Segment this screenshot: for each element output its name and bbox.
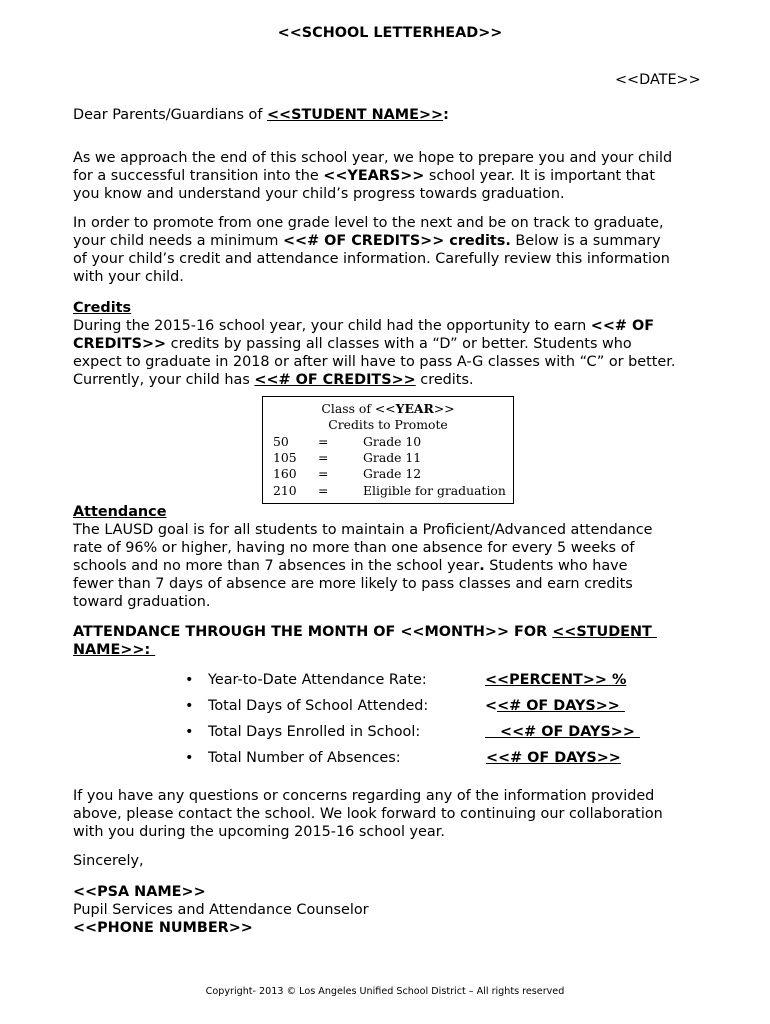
intro-line: you know and understand your child’s progress towards graduation.: [73, 186, 565, 202]
credits-text: During the 2015-16 school year, your child had the opportunity to earn: [73, 318, 591, 334]
through-line: NAME>>:: [73, 642, 156, 658]
credits-highlight: <<# OF: [590, 318, 655, 334]
attendance-section: [73, 503, 713, 611]
table-cell-grade: Grade 12: [363, 466, 422, 481]
credits-line: [73, 371, 713, 389]
bullet-value-part: <# OF DAYS>>: [497, 698, 625, 714]
table-cell-grade: Grade 11: [363, 450, 422, 465]
signature-block: [73, 883, 713, 937]
intro-text: school year. It is important that: [424, 168, 656, 184]
table-cell-grade: Eligible for graduation: [363, 483, 506, 498]
table-cell-credits: 160: [273, 466, 297, 481]
promote-text: Below is a summary: [510, 233, 661, 249]
signature-phone: <<PHONE NUMBER>>: [73, 920, 253, 936]
salutation-colon: :: [443, 107, 449, 123]
table-cell-eq: =: [318, 466, 329, 481]
credits-text: credits by passing all classes with a “D” or better. Students who: [166, 336, 632, 352]
table-cell-credits: 105: [273, 450, 297, 465]
table-cell-eq: =: [318, 434, 329, 449]
salutation-student: <<STUDENT NAME>>: [267, 107, 444, 123]
credits-section: [73, 299, 713, 389]
promote-line: with your child.: [73, 269, 184, 285]
salutation-prefix: Dear Parents/Guardians of: [73, 107, 267, 123]
table-cell-eq: =: [318, 450, 329, 465]
credits-line: [73, 317, 713, 335]
attendance-line: rate of 96% or higher, having no more than one absence for every 5 weeks of: [73, 540, 635, 556]
intro-line: [73, 167, 713, 185]
promote-line: In order to promote from one grade level to the next and be on track to graduate,: [73, 215, 664, 231]
signature-name: <<PSA NAME>>: [73, 884, 206, 900]
closing-paragraph: [73, 787, 713, 841]
bullet-dot: •: [185, 698, 194, 714]
attendance-heading: Attendance: [73, 504, 167, 520]
attendance-line: fewer than 7 days of absence are more likely to pass classes and earn credits: [73, 576, 633, 592]
table-title-text: >>: [433, 401, 455, 416]
promote-line: [73, 232, 713, 250]
bullet-value-part: <: [485, 698, 498, 714]
attendance-period: .: [479, 558, 485, 574]
copyright-footer: Copyright- 2013 © Los Angeles Unified School District – All rights reserved: [205, 986, 565, 997]
bullet-label: Total Days Enrolled in School:: [208, 724, 421, 740]
attendance-through-heading: [73, 623, 713, 659]
credits-highlight: CREDITS>>: [73, 336, 167, 352]
bullet-value: <<PERCENT>> %: [485, 672, 627, 688]
signature-title: Pupil Services and Attendance Counselor: [73, 902, 369, 918]
table-cell-credits: 50: [273, 434, 289, 449]
attendance-line: toward graduation.: [73, 594, 211, 610]
bullet-dot: •: [185, 672, 194, 688]
letter-date: <<DATE>>: [615, 72, 701, 88]
table-title-text: Class of <<: [321, 401, 396, 416]
attendance-text: schools and no more than 7 absences in the school year: [73, 558, 480, 574]
closing-line: above, please contact the school. We look forward to continuing our collaboration: [73, 806, 663, 822]
promote-min-credits: <<# OF CREDITS>> credits.: [282, 233, 511, 249]
closing-line: with you during the upcoming 2015-16 school year.: [73, 824, 445, 840]
table-cell-grade: Grade 10: [363, 434, 422, 449]
bullet-value: <<# OF DAYS>>: [485, 724, 640, 740]
closing-line: If you have any questions or concerns regarding any of the information provided: [73, 788, 655, 804]
through-text: ATTENDANCE THROUGH THE MONTH OF <<MONTH>> FOR: [73, 624, 553, 640]
bullet-label: Total Days of School Attended:: [208, 698, 429, 714]
attendance-line: [73, 557, 713, 575]
salutation: [73, 106, 713, 124]
credits-text: Currently, your child has: [73, 372, 255, 388]
through-line: [73, 623, 713, 641]
promote-text: your child needs a minimum: [73, 233, 283, 249]
school-letterhead: <<SCHOOL LETTERHEAD>>: [277, 25, 503, 41]
attendance-line: The LAUSD goal is for all students to maintain a Proficient/Advanced attendance: [73, 522, 653, 538]
bullet-dot: •: [185, 750, 194, 766]
table-title-year: YEAR: [395, 401, 434, 416]
promote-paragraph: [73, 214, 713, 286]
through-student: <<STUDENT: [552, 624, 657, 640]
intro-years: <<YEARS>>: [323, 168, 425, 184]
bullet-label: Total Number of Absences:: [208, 750, 401, 766]
table-cell-eq: =: [318, 483, 329, 498]
credits-text: credits.: [415, 372, 474, 388]
credits-heading: Credits: [73, 300, 132, 316]
credits-line: expect to graduate in 2018 or after will have to pass A-G classes with “C” or better.: [73, 354, 676, 370]
table-title: [263, 401, 513, 417]
credits-current: <<# OF CREDITS>>: [254, 372, 416, 388]
intro-paragraph: [73, 149, 713, 203]
promote-line: of your child’s credit and attendance information. Carefully review this information: [73, 251, 670, 267]
table-subtitle: Credits to Promote: [328, 417, 448, 432]
intro-line: As we approach the end of this school year, we hope to prepare you and your child: [73, 150, 673, 166]
credits-table: [262, 396, 514, 504]
bullet-dot: •: [185, 724, 194, 740]
credits-line: [73, 335, 713, 353]
bullet-value: [485, 697, 625, 715]
bullet-value: <<# OF DAYS>>: [486, 750, 621, 766]
intro-text: for a successful transition into the: [73, 168, 324, 184]
table-cell-credits: 210: [273, 483, 297, 498]
attendance-text: Students who have: [484, 558, 628, 574]
sincerely: Sincerely,: [73, 853, 144, 869]
bullet-label: Year-to-Date Attendance Rate:: [208, 672, 427, 688]
